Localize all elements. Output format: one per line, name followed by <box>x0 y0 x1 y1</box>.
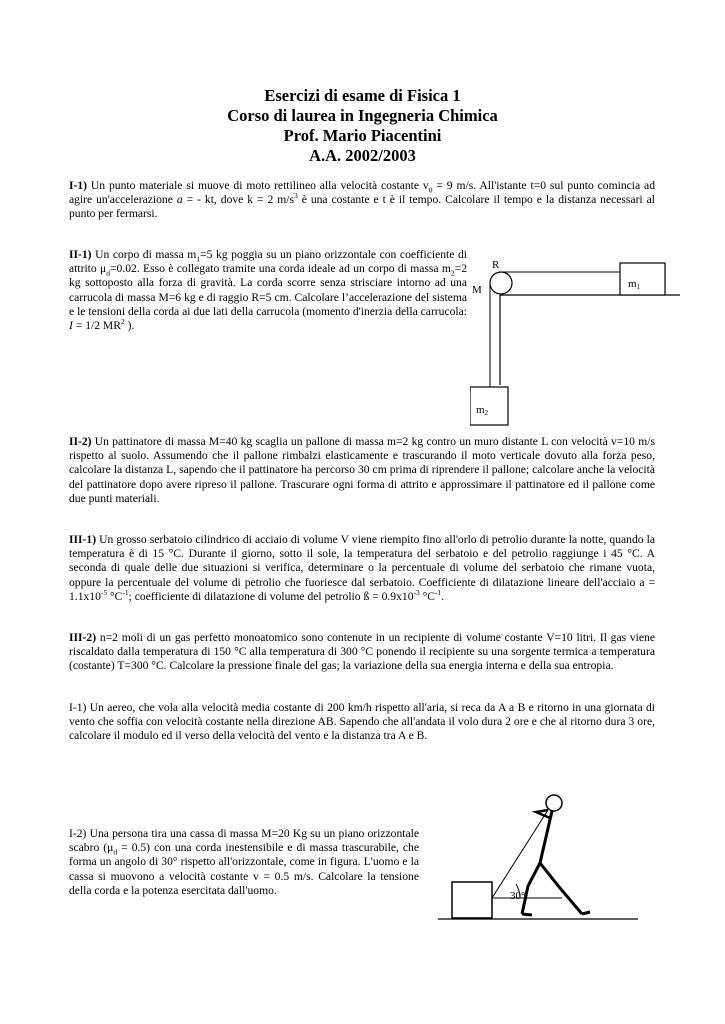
angle-label: 30° <box>510 890 526 902</box>
label-text: m <box>628 278 637 290</box>
superscript: -5 <box>100 587 108 597</box>
superscript: 3 <box>294 191 298 201</box>
person-torso <box>540 811 552 863</box>
rope <box>492 810 548 898</box>
superscript: -1 <box>435 587 442 597</box>
person-front-leg <box>522 863 540 914</box>
superscript: 2 <box>120 317 125 327</box>
label-sub: 2 <box>484 409 489 417</box>
text: = - kt, dove k = 2 m/s <box>182 193 295 207</box>
exercise-label: III-1) <box>69 533 97 546</box>
exercise-III-2 <box>69 631 655 674</box>
text-italic: I <box>69 319 73 333</box>
exercise-label: II-2) <box>69 435 92 448</box>
title-line-3: Prof. Mario Piacentini <box>283 126 442 145</box>
exercise-label: I-1) <box>69 179 88 192</box>
text: °C <box>107 589 123 603</box>
person-front-foot <box>522 914 532 915</box>
text: n=2 moli di un gas perfetto monoatomico sono contenute in un recipiente di volume costante V=10 litri. Il gas viene riscaldato dalla temperatura di 150 °C alla temperatura di 300 °C ponendo il recipiente su una sorgente termica a temperatura (costante) T=300 °C. Calcolare la pressione finale del gas; la variazione della sua energia interna e della sua entropia. <box>69 631 655 673</box>
text: ; coefficiente di dilatazione di volume del petrolio ß = 0.9x10 <box>128 589 414 603</box>
person-head <box>546 795 562 811</box>
text: I-1) Un aereo, che vola alla velocità media costante di 200 km/h rispetto all'aria, si reca da A a B e ritorno in una giornata di vento che soffia con velocità costante nella direzione AB. Sapendo che all'andata il volo dura 2 ore e che al ritorno dura 3 ore, calcolare il modulo ed il verso della velocità del vento e la distanza tra A e B. <box>69 701 655 743</box>
text: Un grosso serbatoio cilindrico di acciaio di volume V viene riempito fino all'orlo di petrolio durante la notte, quando la temperatura è di 15 °C. Durante il giorno, sotto il sole, la temperatura del serbatoio e del petrolio raggiunge i 45 °C. A seconda di quale delle due situazioni si verifica, determinare o la percentuale di volume del serbatoio che rimane vuota, oppure la percentuale del volume di petrolio che fuoriesce dal serbatoio. Coefficiente di dilatazione lineare dell'acciaio a = 1.1x10 <box>69 533 655 603</box>
superscript: -3 <box>413 587 420 597</box>
label-R: R <box>492 259 500 271</box>
exercise-label: II-1) <box>69 248 92 261</box>
exercise-I-1 <box>69 179 655 222</box>
document-title <box>0 86 725 166</box>
title-line-2: Corso di laurea in Ingegneria Chimica <box>227 106 498 125</box>
superscript: -1 <box>122 587 129 597</box>
text: Un punto materiale si muove di moto rettilineo alla velocità costante v <box>87 179 429 192</box>
pulley <box>490 272 512 294</box>
text: = 9 m/s. All'istante t=0 sul punto comincia ad agire un'accelerazione <box>69 179 655 207</box>
person-back-leg <box>540 863 582 914</box>
title-line-1: Esercizi di esame di Fisica 1 <box>264 86 461 105</box>
label-text: m <box>476 404 485 416</box>
exercise-II-1 <box>69 248 467 333</box>
subscript: d <box>113 847 118 857</box>
subscript: 2 <box>450 268 455 278</box>
text: Un corpo di massa m <box>91 248 197 261</box>
text: = 1/2 MR <box>72 319 121 333</box>
person-arms <box>536 810 550 818</box>
exercise-label: III-2) <box>69 631 97 644</box>
person-back-foot <box>582 912 590 914</box>
text-italic: a <box>176 193 183 207</box>
pulley-diagram <box>470 255 685 430</box>
text: =0.02. Esso è collegato tramite una corda ideale ad un corpo di massa m <box>110 262 451 276</box>
exercise-III-1 <box>69 533 655 604</box>
text: I-2) Una persona tira una cassa di massa M=20 Kg su un piano orizzontale scabro (μ <box>69 827 419 855</box>
subscript: 1 <box>196 254 201 264</box>
exercise-I-1-plane <box>69 701 655 744</box>
text: . <box>441 589 445 603</box>
subscript: 0 <box>428 185 433 195</box>
exercise-I-2 <box>69 827 419 898</box>
text: °C <box>419 589 436 603</box>
text: è una costante e t è il tempo. Calcolare il tempo e la distanza necessari al punto per fermarsi. <box>69 193 655 221</box>
text: =5 kg poggia su un piano orizzontale con coefficiente di attrito μ <box>69 248 467 276</box>
title-line-4: A.A. 2002/2003 <box>309 146 416 165</box>
label-sub: 1 <box>636 283 641 291</box>
label-M: M <box>472 284 482 296</box>
crate <box>452 882 492 918</box>
block-m1 <box>620 263 665 295</box>
text: Un pattinatore di massa M=40 kg scaglia un pallone di massa m=2 kg contro un muro distante L con velocità v=10 m/s rispetto al suolo. Assumendo che il pallone rimbalzi elasticamente e trascurando il moto verticale dovuto alla forza peso, calcolare la distanza L, sapendo che il pattinatore ha percorso 30 cm prima di riprendere il pallone; calcolare anche la velocità del pattinatore dopo avere ripreso il pallone. Trascurare ogni forma di attrito e approssimare il pattinatore ed il pallone come due punti materiali. <box>69 435 655 505</box>
exercise-II-2 <box>69 435 655 506</box>
subscript: d <box>106 268 110 278</box>
person-pulling-crate-figure <box>430 778 645 938</box>
text: ). <box>124 319 135 333</box>
text: =2 kg sottoposto alla forza di gravità. La corda scorre senza strisciare intorno ad una carrucola di massa M=6 kg e di raggio R=5 cm. Calcolare l’accelerazione del sistema e le tensioni della corda ai due lati della carrucola (momento d'inerzia della carrucola: <box>69 262 467 318</box>
text: = 0.5) con una corda inestensibile e di massa trascurabile, che forma un angolo di 30° rispetto all'orizzontale, come in figura. L'uomo e la cassa si muovono a velocità costante v = 0.5 m/s. Calcolare la tensione della corda e la potenza esercitata dall'uomo. <box>69 841 419 897</box>
